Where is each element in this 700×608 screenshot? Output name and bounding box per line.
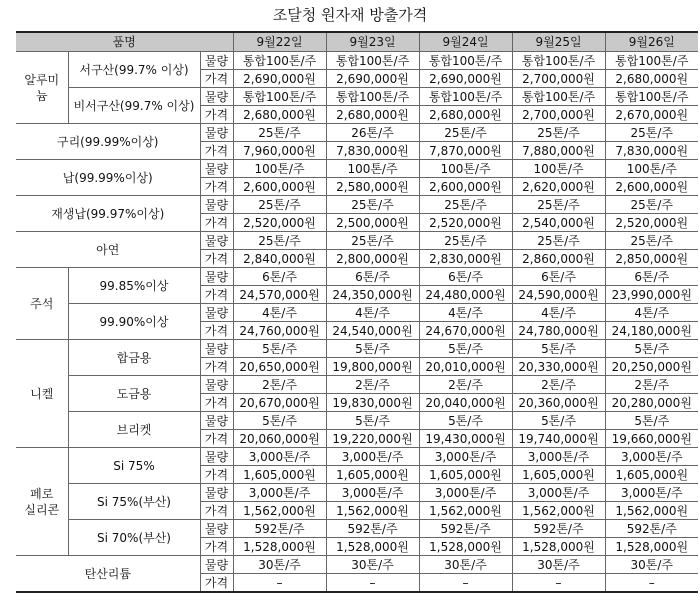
value-cell: 25톤/주 [605,196,698,214]
value-cell: 592톤/주 [326,520,419,538]
value-cell: 5톤/주 [233,412,326,430]
value-cell: 19,430,000원 [419,430,512,448]
field-label: 가격 [200,502,233,520]
value-cell: 20,670,000원 [233,394,326,412]
value-cell: 25톤/주 [326,196,419,214]
value-cell: 25톤/주 [605,124,698,142]
value-cell: 4톤/주 [605,304,698,322]
field-label: 가격 [200,106,233,124]
header-row [16,32,698,52]
value-cell: 24,670,000원 [419,322,512,340]
value-cell: 3,000톤/주 [512,448,605,466]
group-name: 재생납(99.97%이상) [16,196,200,232]
value-cell: 통합100톤/주 [326,88,419,106]
field-label: 물량 [200,340,233,358]
value-cell: 1,528,000원 [326,538,419,556]
value-cell: 24,570,000원 [233,286,326,304]
value-cell: 2,840,000원 [233,250,326,268]
value-cell: 2,860,000원 [512,250,605,268]
value-cell: 20,330,000원 [512,358,605,376]
value-cell: 1,605,000원 [512,466,605,484]
value-cell: 통합100톤/주 [419,52,512,70]
value-cell: 통합100톤/주 [512,52,605,70]
value-cell: 7,830,000원 [605,142,698,160]
value-cell: 1,562,000원 [326,502,419,520]
value-cell: 2,690,000원 [233,70,326,88]
field-label: 물량 [200,484,233,502]
value-cell: 25톤/주 [326,232,419,250]
field-label: 가격 [200,70,233,88]
group-name: 탄산리튬 [16,556,200,593]
table-row [16,124,698,142]
value-cell: 2,520,000원 [233,214,326,232]
value-cell: 2톤/주 [512,376,605,394]
value-cell: 2,700,000원 [512,70,605,88]
value-cell: 2,700,000원 [512,106,605,124]
value-cell: 2,540,000원 [512,214,605,232]
field-label: 가격 [200,466,233,484]
value-cell: 1,562,000원 [419,502,512,520]
page-title: 조달청 원자재 방출가격 [272,6,428,24]
group-name: 아연 [16,232,200,268]
value-cell: 3,000톤/주 [419,484,512,502]
group-name: 페로 실리콘 [16,448,68,556]
value-cell: – [419,574,512,593]
value-cell: 25톤/주 [233,196,326,214]
value-cell: 3,000톤/주 [326,484,419,502]
table-row [16,88,698,106]
value-cell: 5톤/주 [326,412,419,430]
value-cell: 2,680,000원 [419,106,512,124]
value-cell: 5톤/주 [512,412,605,430]
value-cell: 25톤/주 [419,124,512,142]
value-cell: 23,990,000원 [605,286,698,304]
field-label: 물량 [200,52,233,70]
field-label: 물량 [200,520,233,538]
value-cell: 7,960,000원 [233,142,326,160]
value-cell: 3,000톤/주 [512,484,605,502]
value-cell: 2,500,000원 [326,214,419,232]
value-cell: 4톤/주 [326,304,419,322]
value-cell: 3,000톤/주 [326,448,419,466]
value-cell: 24,180,000원 [605,322,698,340]
field-label: 가격 [200,538,233,556]
value-cell: 2,690,000원 [419,70,512,88]
value-cell: 24,480,000원 [419,286,512,304]
value-cell: 7,830,000원 [326,142,419,160]
value-cell: – [233,574,326,593]
value-cell: 2톤/주 [605,376,698,394]
value-cell: 5톤/주 [605,340,698,358]
value-cell: 2,830,000원 [419,250,512,268]
table-row [16,196,698,214]
value-cell: 30톤/주 [233,556,326,574]
table-row [16,448,698,466]
value-cell: 30톤/주 [419,556,512,574]
value-cell: 19,830,000원 [326,394,419,412]
value-cell: 2,520,000원 [419,214,512,232]
value-cell: 2,600,000원 [233,178,326,196]
value-cell: 25톤/주 [419,196,512,214]
value-cell: 19,220,000원 [326,430,419,448]
item-name: 99.85%이상 [68,268,200,304]
value-cell: 1,605,000원 [233,466,326,484]
item-name: Si 70%(부산) [68,520,200,556]
field-label: 가격 [200,286,233,304]
value-cell: 592톤/주 [605,520,698,538]
value-cell: 20,010,000원 [419,358,512,376]
header-item: 품명 [16,32,233,52]
table-row [16,556,698,574]
field-label: 물량 [200,232,233,250]
value-cell: 2,690,000원 [326,70,419,88]
value-cell: 20,040,000원 [419,394,512,412]
value-cell: 5톤/주 [326,340,419,358]
value-cell: 6톤/주 [419,268,512,286]
field-label: 가격 [200,574,233,593]
item-name: Si 75%(부산) [68,484,200,520]
value-cell: 2,680,000원 [233,106,326,124]
group-name: 납(99.99%이상) [16,160,200,196]
field-label: 물량 [200,412,233,430]
value-cell: 2,680,000원 [605,70,698,88]
value-cell: 2,850,000원 [605,250,698,268]
value-cell: 20,250,000원 [605,358,698,376]
header-date: 9월24일 [419,32,512,52]
value-cell: 24,540,000원 [326,322,419,340]
table-row [16,160,698,178]
header-date: 9월25일 [512,32,605,52]
table-body [16,52,698,593]
value-cell: 3,000톤/주 [605,448,698,466]
field-label: 물량 [200,376,233,394]
table-row [16,376,698,394]
price-table [16,31,698,593]
value-cell: 1,528,000원 [419,538,512,556]
field-label: 물량 [200,448,233,466]
value-cell: 30톤/주 [512,556,605,574]
value-cell: 통합100톤/주 [233,52,326,70]
value-cell: 2,580,000원 [326,178,419,196]
value-cell: 592톤/주 [233,520,326,538]
field-label: 물량 [200,196,233,214]
field-label: 가격 [200,394,233,412]
value-cell: 2,620,000원 [512,178,605,196]
header-date: 9월23일 [326,32,419,52]
group-name: 구리(99.99%이상) [16,124,200,160]
value-cell: 5톤/주 [512,340,605,358]
value-cell: 20,280,000원 [605,394,698,412]
value-cell: 1,605,000원 [326,466,419,484]
value-cell: 30톤/주 [605,556,698,574]
value-cell: 1,562,000원 [233,502,326,520]
item-name: Si 75% [68,448,200,484]
table-row [16,340,698,358]
value-cell: 24,780,000원 [512,322,605,340]
value-cell: 19,660,000원 [605,430,698,448]
value-cell: 20,060,000원 [233,430,326,448]
value-cell: 6톤/주 [512,268,605,286]
value-cell: 통합100톤/주 [605,88,698,106]
value-cell: 5톤/주 [419,340,512,358]
table-row [16,304,698,322]
value-cell: 7,880,000원 [512,142,605,160]
field-label: 물량 [200,268,233,286]
value-cell: 20,650,000원 [233,358,326,376]
value-cell: 통합100톤/주 [605,52,698,70]
value-cell: 3,000톤/주 [233,448,326,466]
value-cell: 2,520,000원 [605,214,698,232]
value-cell: 100톤/주 [233,160,326,178]
header-date: 9월22일 [233,32,326,52]
value-cell: 5톤/주 [419,412,512,430]
value-cell: 1,605,000원 [605,466,698,484]
value-cell: 24,590,000원 [512,286,605,304]
value-cell: 25톤/주 [512,124,605,142]
value-cell: 통합100톤/주 [233,88,326,106]
table-row [16,268,698,286]
header-date: 9월26일 [605,32,698,52]
value-cell: 25톤/주 [605,232,698,250]
item-name: 도금용 [68,376,200,412]
item-name: 비서구산(99.7% 이상) [68,88,200,124]
field-label: 가격 [200,358,233,376]
value-cell: 6톤/주 [233,268,326,286]
value-cell: 7,870,000원 [419,142,512,160]
field-label: 가격 [200,178,233,196]
group-name: 알루미늄 [16,52,68,124]
value-cell: 2톤/주 [326,376,419,394]
value-cell: 100톤/주 [419,160,512,178]
value-cell: 25톤/주 [512,232,605,250]
value-cell: 통합100톤/주 [419,88,512,106]
value-cell: 1,605,000원 [419,466,512,484]
value-cell: 592톤/주 [419,520,512,538]
value-cell: 1,528,000원 [512,538,605,556]
table-row [16,232,698,250]
value-cell: 100톤/주 [605,160,698,178]
value-cell: 19,740,000원 [512,430,605,448]
value-cell: 5톤/주 [605,412,698,430]
value-cell: 3,000톤/주 [605,484,698,502]
value-cell: 2,670,000원 [605,106,698,124]
value-cell: 2,800,000원 [326,250,419,268]
value-cell: 2,600,000원 [605,178,698,196]
field-label: 가격 [200,142,233,160]
table-row [16,484,698,502]
table-row [16,52,698,70]
field-label: 가격 [200,214,233,232]
field-label: 물량 [200,556,233,574]
item-name: 서구산(99.7% 이상) [68,52,200,88]
value-cell: 6톤/주 [326,268,419,286]
value-cell: 통합100톤/주 [512,88,605,106]
value-cell: 4톤/주 [419,304,512,322]
field-label: 가격 [200,322,233,340]
value-cell: 20,360,000원 [512,394,605,412]
value-cell: 4톤/주 [512,304,605,322]
value-cell: 25톤/주 [512,196,605,214]
value-cell: 25톤/주 [419,232,512,250]
value-cell: 100톤/주 [512,160,605,178]
value-cell: 4톤/주 [233,304,326,322]
field-label: 가격 [200,430,233,448]
value-cell: – [326,574,419,593]
value-cell: 2,600,000원 [419,178,512,196]
value-cell: 1,528,000원 [605,538,698,556]
value-cell: 1,562,000원 [512,502,605,520]
value-cell: 3,000톤/주 [233,484,326,502]
value-cell: 26톤/주 [326,124,419,142]
group-name: 주석 [16,268,68,340]
value-cell: 24,350,000원 [326,286,419,304]
item-name: 합금용 [68,340,200,376]
value-cell: 100톤/주 [326,160,419,178]
field-label: 물량 [200,160,233,178]
value-cell: 3,000톤/주 [419,448,512,466]
item-name: 브리켓 [68,412,200,448]
field-label: 가격 [200,250,233,268]
value-cell: 통합100톤/주 [326,52,419,70]
value-cell: 592톤/주 [512,520,605,538]
field-label: 물량 [200,304,233,322]
value-cell: 25톤/주 [233,124,326,142]
value-cell: 2톤/주 [419,376,512,394]
value-cell: 6톤/주 [605,268,698,286]
item-name: 99.90%이상 [68,304,200,340]
value-cell: 25톤/주 [233,232,326,250]
value-cell: 1,562,000원 [605,502,698,520]
field-label: 물량 [200,124,233,142]
value-cell: – [605,574,698,593]
table-row [16,520,698,538]
value-cell: 24,760,000원 [233,322,326,340]
value-cell: – [512,574,605,593]
value-cell: 1,528,000원 [233,538,326,556]
value-cell: 2톤/주 [233,376,326,394]
value-cell: 2,680,000원 [326,106,419,124]
value-cell: 30톤/주 [326,556,419,574]
field-label: 물량 [200,88,233,106]
group-name: 니켈 [16,340,68,448]
value-cell: 19,800,000원 [326,358,419,376]
table-row [16,412,698,430]
value-cell: 5톤/주 [233,340,326,358]
